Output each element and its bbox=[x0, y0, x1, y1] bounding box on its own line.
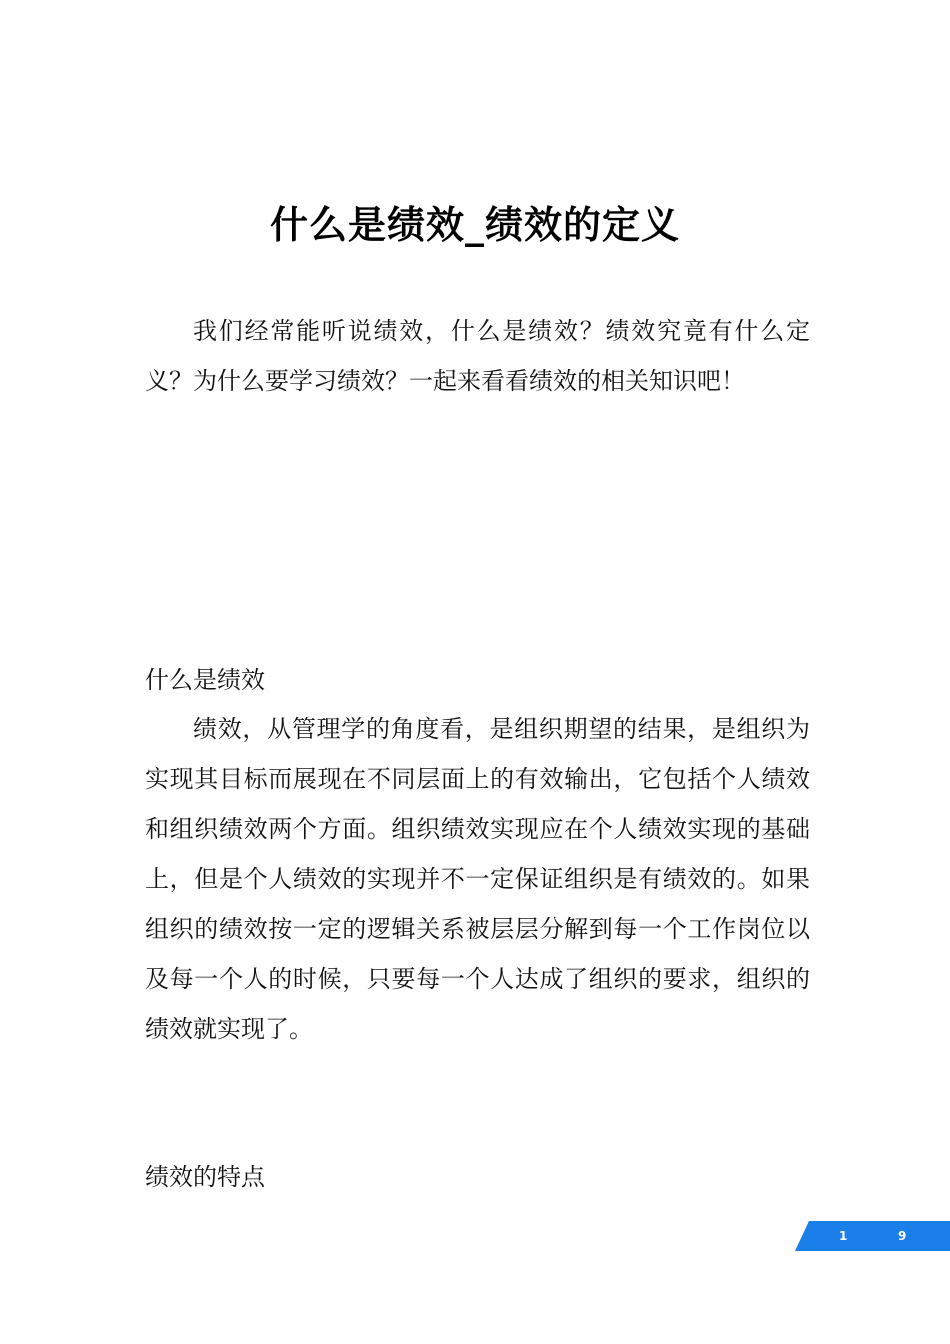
page-number-badge bbox=[795, 1221, 950, 1251]
page-title: 什么是绩效_绩效的定义 bbox=[269, 203, 680, 248]
section-heading-what-is-performance: 什么是绩效 bbox=[145, 666, 265, 694]
intro-paragraph: 我们经常能听说绩效，什么是绩效？绩效究竟有什么定义？为什么要学习绩效？一起来看看绩效的相关知识吧！ bbox=[145, 317, 810, 395]
section-body-what-is-performance: 绩效，从管理学的角度看，是组织期望的结果，是组织为实现其目标而展现在不同层面上的有效输出，它包括个人绩效和组织绩效两个方面。组织绩效实现应在个人绩效实现的基础上，但是个人绩效的实现并不一定保证组织是有绩效的。如果组织的绩效按一定的逻辑关系被层层分解到每一个工作岗位以及每一个人的时候，只要每一个人达成了组织的要求，组织的绩效就实现了。 bbox=[145, 715, 810, 1043]
current-page-number: 1 bbox=[839, 1229, 848, 1243]
section-heading-performance-features: 绩效的特点 bbox=[145, 1163, 265, 1191]
total-page-count: 9 bbox=[898, 1229, 907, 1243]
page-badge-shape bbox=[795, 1221, 950, 1251]
